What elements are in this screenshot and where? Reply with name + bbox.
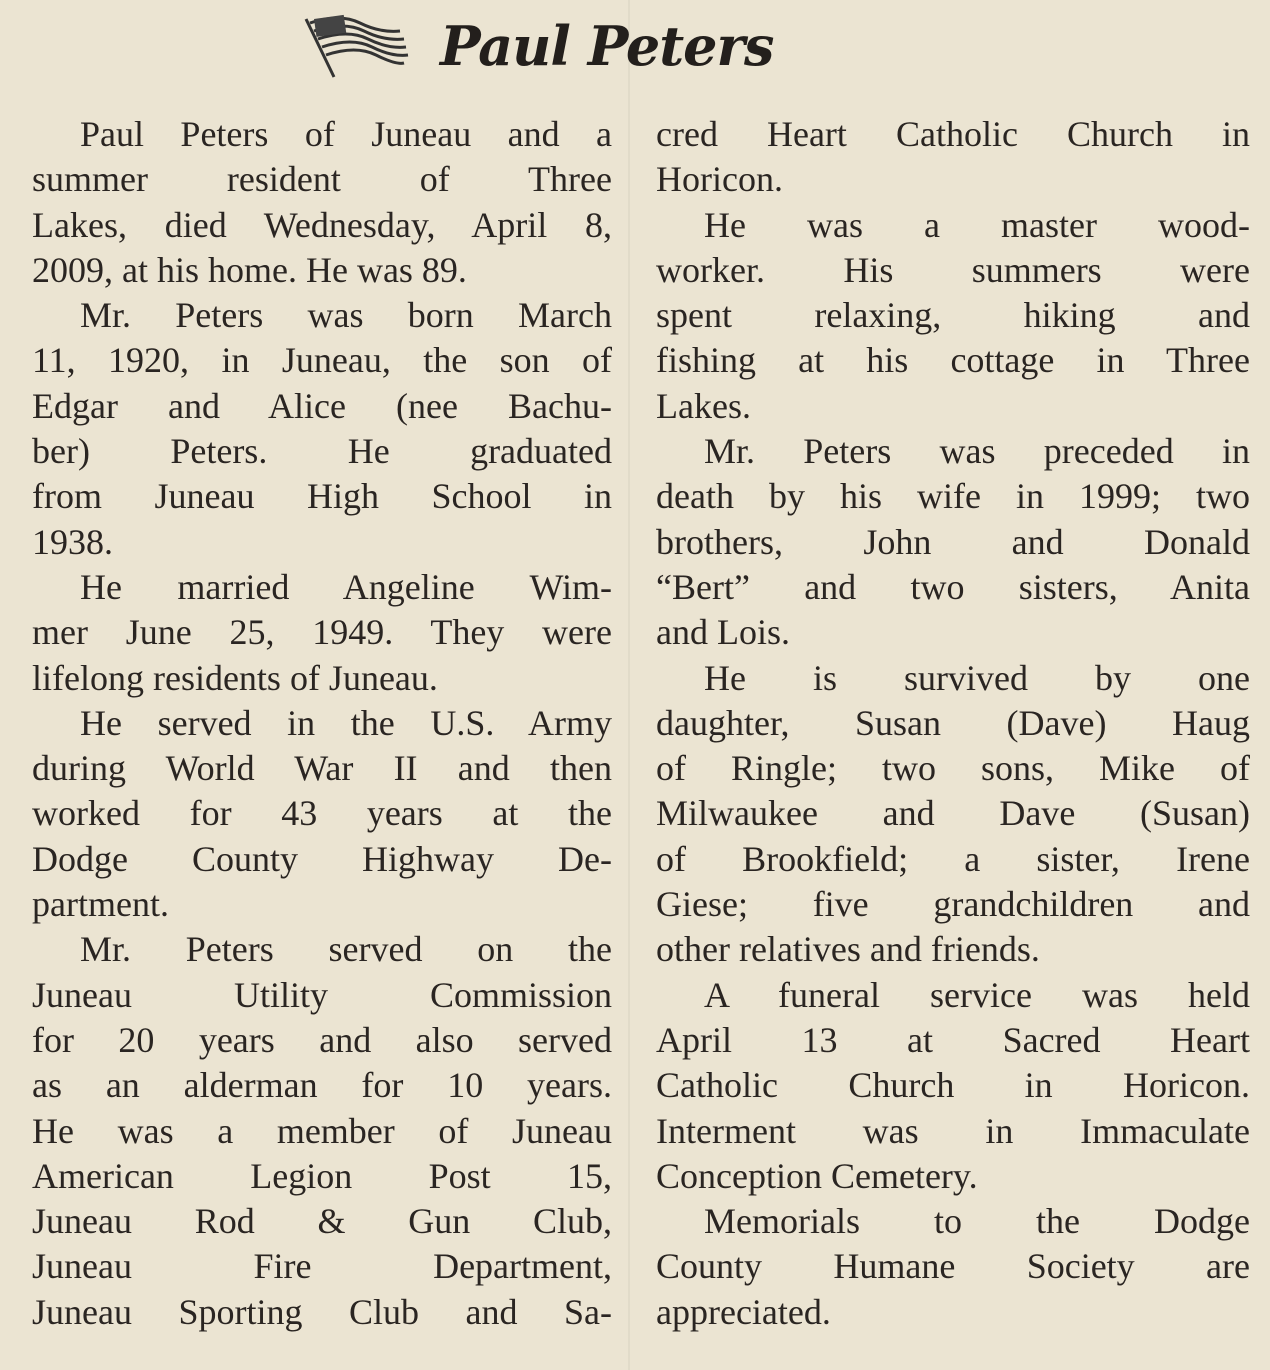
text-line: brothers, John and Donald xyxy=(656,521,1250,562)
text-line: and Lois. xyxy=(656,612,790,653)
text-line: of Brookfield; a sister, Irene xyxy=(656,838,1250,879)
text-line: Edgar and Alice (nee Bachu- xyxy=(32,385,612,426)
text-line: cred Heart Catholic Church in xyxy=(656,114,1250,154)
text-line: Paul Peters of Juneau and a xyxy=(80,114,612,154)
text-line: Juneau Sporting Club and Sa- xyxy=(32,1291,612,1332)
text-line: He was a master wood- xyxy=(704,204,1250,245)
american-flag-icon xyxy=(300,11,410,81)
text-line: Catholic Church in Horicon. xyxy=(656,1065,1250,1106)
obituary-title: Paul Peters xyxy=(440,14,774,78)
text-line: summer resident of Three xyxy=(32,159,612,200)
text-line: Mr. Peters was born March xyxy=(80,295,612,336)
text-line: worker. His summers were xyxy=(656,249,1250,290)
text-line: Juneau Rod & Gun Club, xyxy=(32,1201,612,1242)
text-line: “Bert” and two sisters, Anita xyxy=(656,566,1250,607)
text-line: Juneau Utility Commission xyxy=(32,974,612,1015)
text-line: Lakes, died Wednesday, April 8, xyxy=(32,204,612,245)
text-line: American Legion Post 15, xyxy=(32,1155,612,1196)
text-line: of Ringle; two sons, Mike of xyxy=(656,748,1250,789)
text-line: death by his wife in 1999; two xyxy=(656,476,1250,517)
text-line: County Humane Society are xyxy=(656,1246,1250,1287)
text-line: 11, 1920, in Juneau, the son of xyxy=(32,340,612,381)
text-line: Mr. Peters was preceded in xyxy=(704,431,1250,472)
text-line: He was a member of Juneau xyxy=(32,1110,612,1151)
text-line: He served in the U.S. Army xyxy=(80,702,612,743)
text-line: Interment was in Immaculate xyxy=(656,1110,1250,1151)
text-line: 1938. xyxy=(32,521,113,562)
text-line: mer June 25, 1949. They were xyxy=(32,612,612,653)
text-line: spent relaxing, hiking and xyxy=(656,295,1250,336)
text-line: Conception Cemetery. xyxy=(656,1155,978,1196)
text-line: Giese; five grandchildren and xyxy=(656,884,1250,925)
text-line: appreciated. xyxy=(656,1291,831,1332)
text-line: fishing at his cottage in Three xyxy=(656,340,1250,381)
text-line: He married Angeline Wim- xyxy=(80,566,612,607)
text-line: partment. xyxy=(32,884,169,925)
text-line: 2009, at his home. He was 89. xyxy=(32,249,467,290)
text-line: Memorials to the Dodge xyxy=(704,1201,1250,1242)
column-left xyxy=(32,112,612,1335)
text-line: other relatives and friends. xyxy=(656,929,1040,970)
text-line: Dodge County Highway De- xyxy=(32,838,612,879)
obituary-headline xyxy=(300,6,773,86)
text-line: from Juneau High School in xyxy=(32,476,612,517)
text-line: Mr. Peters served on the xyxy=(80,929,612,970)
text-line: A funeral service was held xyxy=(704,974,1250,1015)
text-line: during World War II and then xyxy=(32,748,612,789)
text-line: Horicon. xyxy=(656,159,783,200)
text-line: April 13 at Sacred Heart xyxy=(656,1019,1250,1060)
text-line: for 20 years and also served xyxy=(32,1019,612,1060)
column-right xyxy=(656,112,1250,1335)
text-line: lifelong residents of Juneau. xyxy=(32,657,438,698)
text-line: worked for 43 years at the xyxy=(32,793,612,834)
text-line: Lakes. xyxy=(656,385,751,426)
text-line: Milwaukee and Dave (Susan) xyxy=(656,793,1250,834)
text-line: He is survived by one xyxy=(704,657,1250,698)
paper-fold xyxy=(628,0,630,1370)
text-line: daughter, Susan (Dave) Haug xyxy=(656,702,1250,743)
text-line: as an alderman for 10 years. xyxy=(32,1065,612,1106)
text-line: Juneau Fire Department, xyxy=(32,1246,612,1287)
text-line: ber) Peters. He graduated xyxy=(32,431,612,472)
